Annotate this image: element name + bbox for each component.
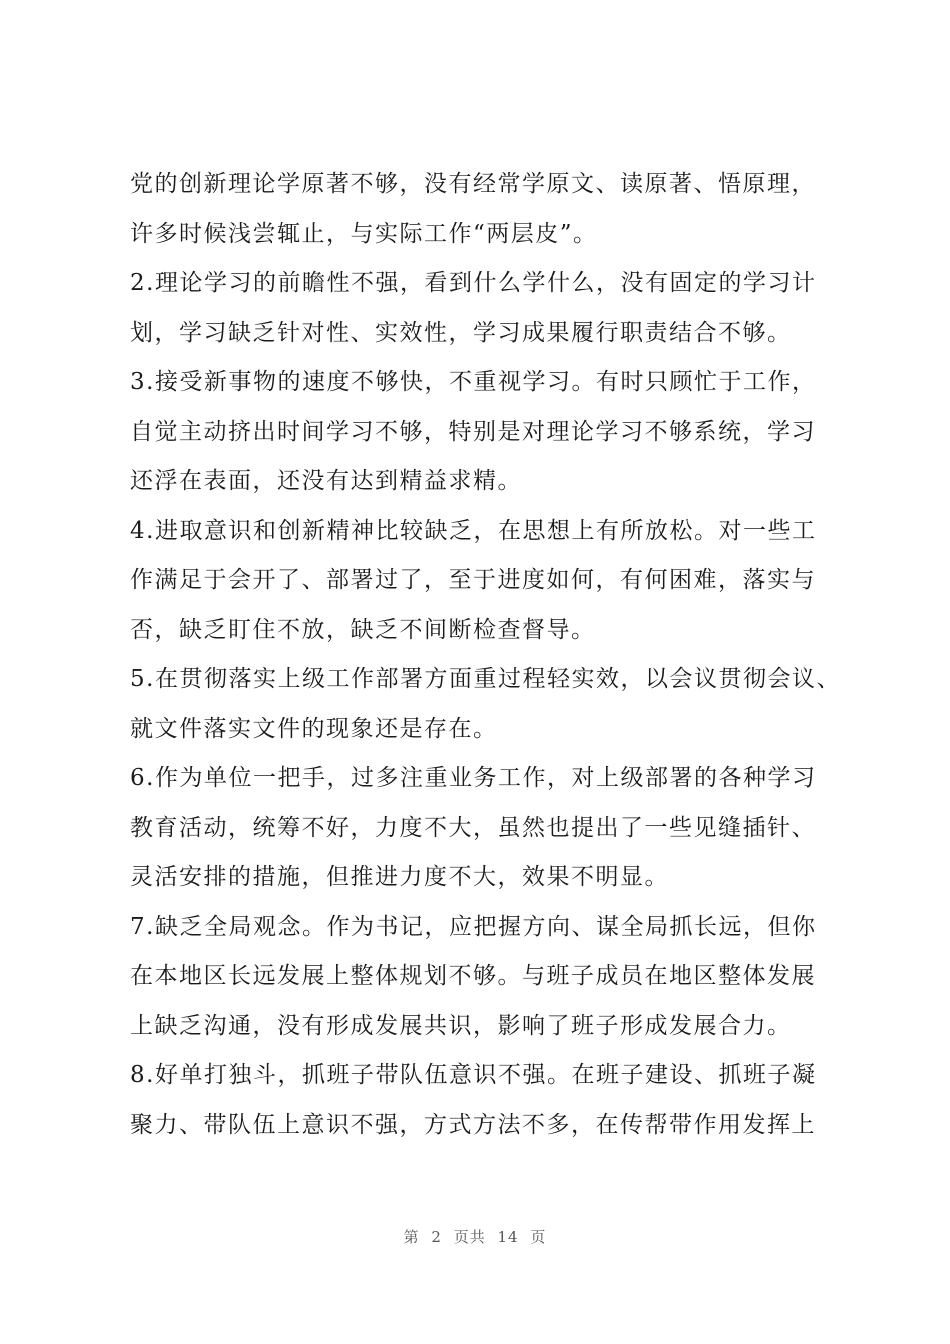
text-line: 上缺乏沟通，没有形成发展共识，影响了班子形成发展合力。 [130, 1012, 792, 1039]
text-line: 8.好单打独斗，抓班子带队伍意识不强。在班子建设、抓班子凝 [130, 1062, 817, 1088]
text-line: 否，缺乏盯住不放，缺乏不间断检查督导。 [130, 616, 596, 643]
text-line: 教育活动，统筹不好，力度不大，虽然也提出了一些见缝插针、 [130, 814, 816, 841]
text-line: 3.接受新事物的速度不够快，不重视学习。有时只顾忙于工作， [130, 369, 817, 395]
text-line: 就文件落实文件的现象还是存在。 [130, 715, 498, 742]
text-line: 许多时候浅尝辄止，与实际工作“两层皮”。 [130, 220, 598, 247]
text-line: 作满足于会开了、部署过了，至于进度如何，有何困难，落实与 [130, 567, 816, 593]
text-line: 4.进取意识和创新精神比较缺乏，在思想上有所放松。对一些工 [130, 517, 817, 544]
text-line: 5.在贯彻落实上级工作部署方面重过程轻实效，以会议贯彻会议、 [130, 666, 841, 692]
text-line: 灵活安排的措施，但推进力度不大，效果不明显。 [130, 864, 669, 890]
text-line: 党的创新理论学原著不够，没有经常学原文、读原著、悟原理， [130, 171, 816, 197]
text-line: 在本地区长远发展上整体规划不够。与班子成员在地区整体发展 [130, 963, 816, 989]
text-line: 划，学习缺乏针对性、实效性，学习成果履行职责结合不够。 [130, 319, 792, 346]
text-line: 自觉主动挤出时间学习不够，特别是对理论学习不够系统，学习 [130, 418, 816, 445]
text-line: 还浮在表面，还没有达到精益求精。 [130, 468, 522, 494]
text-line: 聚力、带队伍上意识不强，方式方法不多，在传帮带作用发挥上 [130, 1111, 816, 1138]
text-line: 6.作为单位一把手，过多注重业务工作，对上级部署的各种学习 [130, 765, 817, 791]
text-line: 2.理论学习的前瞻性不强，看到什么学什么，没有固定的学习计 [130, 270, 817, 296]
page-number-footer: 第 2 页共 14 页 [403, 1228, 547, 1246]
text-line: 7.缺乏全局观念。作为书记，应把握方向、谋全局抓长远，但你 [130, 913, 817, 940]
document-body [130, 160, 850, 1150]
